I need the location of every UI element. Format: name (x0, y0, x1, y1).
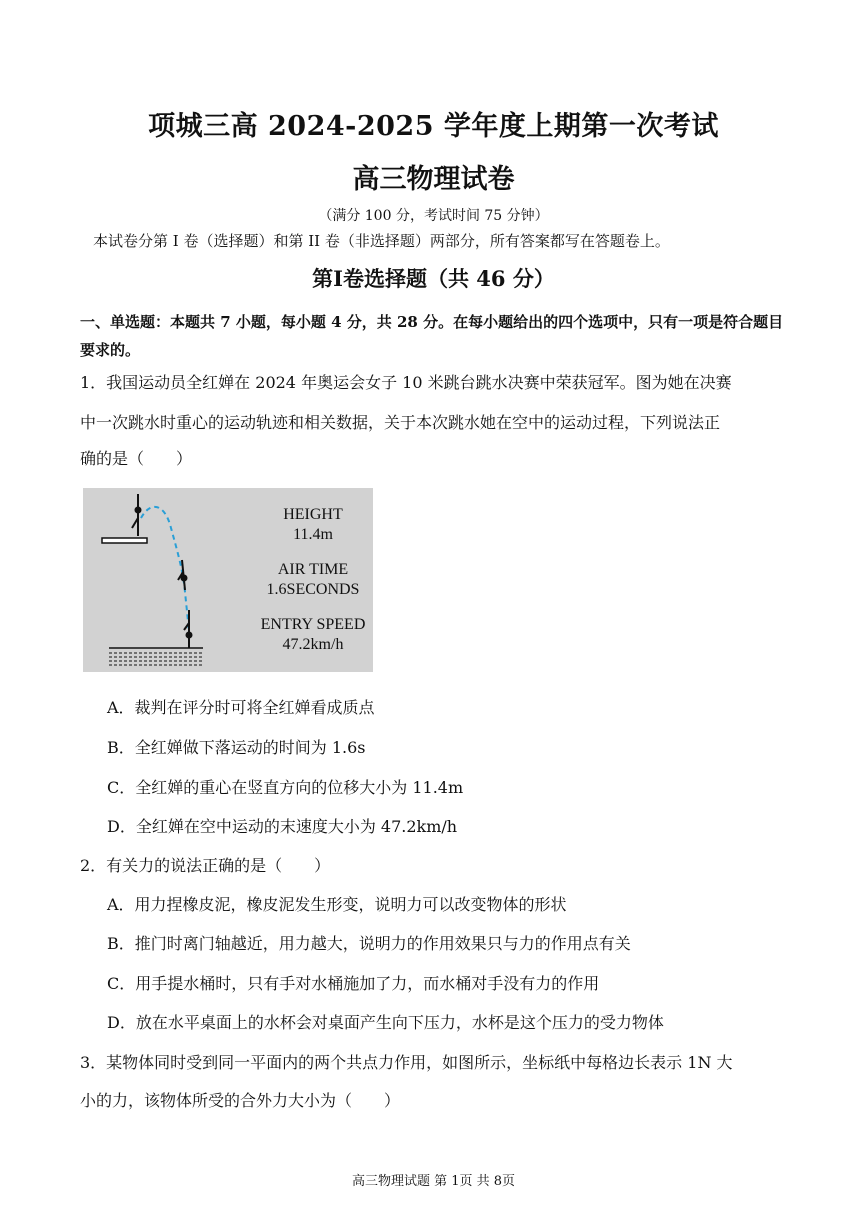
q2-option-c[interactable]: C．用手提水桶时，只有手对水桶施加了力，而水桶对手没有力的作用 (107, 974, 600, 993)
q3-stem-line2: 小的力，该物体所受的合外力大小为（ ） (80, 1091, 401, 1110)
platform (102, 538, 147, 543)
section-instructions: 一、单选题：本题共 7 小题，每小题 4 分，共 28 分。在每小题给出的四个选项中，只有一项是符合题目要求的。 (80, 313, 784, 359)
exam-intro: 本试卷分第 I 卷（选择题）和第 II 卷（非选择题）两部分，所有答案都写在答题卷上。 (93, 232, 670, 250)
diver-on-platform-icon (132, 494, 141, 536)
diver-midair-icon (178, 560, 187, 590)
q1-option-a[interactable]: A．裁判在评分时可将全红婵看成质点 (107, 698, 375, 717)
section-title: 第Ⅰ卷选择题（共 46 分） (312, 266, 555, 291)
diving-figure (83, 488, 373, 672)
q2-option-a[interactable]: A．用力捏橡皮泥，橡皮泥发生形变，说明力可以改变物体的形状 (107, 895, 567, 914)
q2-option-d[interactable]: D．放在水平桌面上的水杯会对桌面产生向下压力，水杯是这个压力的受力物体 (107, 1013, 664, 1032)
q1-option-b[interactable]: B．全红婵做下落运动的时间为 1.6s (107, 738, 366, 757)
q1-option-d[interactable]: D．全红婵在空中运动的末速度大小为 47.2km/h (107, 817, 458, 836)
entry-speed-value: 47.2km/h (282, 636, 344, 653)
q1-stem-line1: 1．我国运动员全红婵在 2024 年奥运会女子 10 米跳台跳水决赛中荣获冠军。图为她在决赛 (80, 373, 732, 392)
q3-stem-line1: 3．某物体同时受到同一平面内的两个共点力作用，如图所示，坐标纸中每格边长表示 1N 大 (80, 1053, 733, 1072)
exam-title: 项城三高 2024-2025 学年度上期第一次考试 (148, 111, 719, 142)
height-value: 11.4m (293, 526, 333, 543)
score-note: （满分 100 分，考试时间 75 分钟） (318, 208, 549, 224)
entry-speed-label: ENTRY SPEED (260, 616, 366, 633)
height-label: HEIGHT (283, 506, 343, 523)
q1-option-c[interactable]: C．全红婵的重心在竖直方向的位移大小为 11.4m (107, 778, 464, 797)
exam-subtitle: 高三物理试卷 (352, 164, 515, 195)
air-time-value: 1.6SECONDS (266, 581, 360, 598)
water-surface (109, 648, 203, 665)
q2-stem: 2．有关力的说法正确的是（ ） (80, 856, 331, 875)
q1-stem-line3: 确的是（ ） (80, 449, 193, 468)
q2-option-b[interactable]: B．推门时离门轴越近，用力越大，说明力的作用效果只与力的作用点有关 (107, 934, 631, 953)
q1-stem-line2: 中一次跳水时重心的运动轨迹和相关数据，关于本次跳水她在空中的运动过程，下列说法正 (80, 413, 721, 432)
page-footer: 高三物理试题 第 1页 共 8页 (351, 1174, 516, 1189)
air-time-label: AIR TIME (277, 561, 349, 578)
